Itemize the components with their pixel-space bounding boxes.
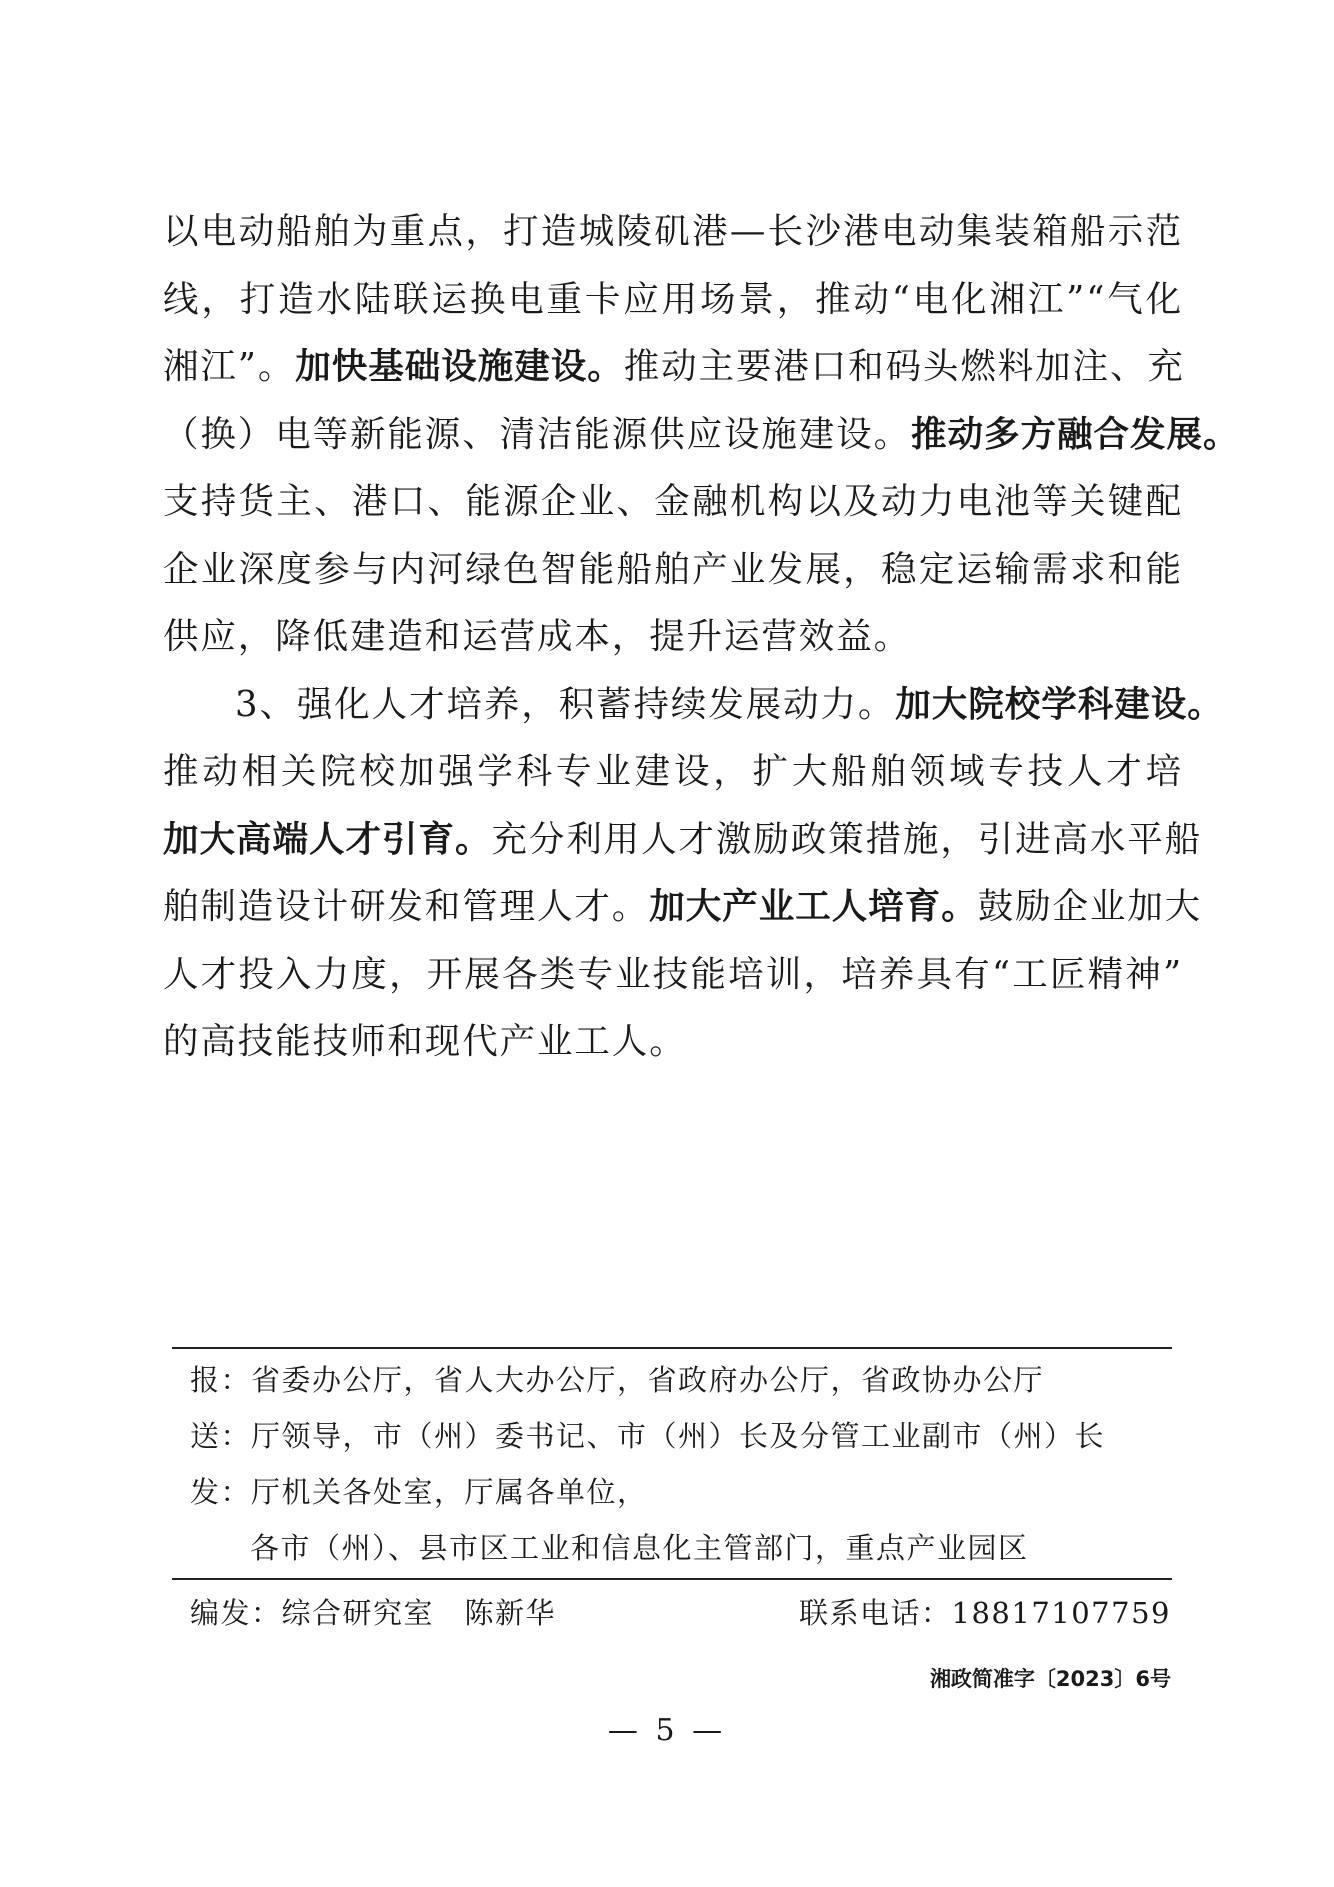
bold-heading: 加大院校学科建设。 xyxy=(895,683,1224,725)
body-line xyxy=(163,806,1203,874)
body-line: 以电动船舶为重点，打造城陵矶港—长沙港电动集装箱船示范 xyxy=(163,211,1183,252)
contact-phone: 联系电话：18817107759 xyxy=(799,1596,1171,1630)
body-text xyxy=(163,198,1240,1076)
body-text-span: 鼓励企业加大 xyxy=(977,886,1203,927)
bold-heading: 加大高端人才引育。 xyxy=(163,818,492,860)
bold-heading: 加快基础设施建设。 xyxy=(295,346,624,387)
page-number: — 5 — xyxy=(607,1713,727,1748)
editor-credit: 编发：综合研究室 陈新华 xyxy=(190,1596,557,1630)
body-text-span: （换）电等新能源、清洁能源供应设施建设。 xyxy=(163,413,912,455)
body-line xyxy=(163,671,1224,739)
body-line: 人才投入力度，开展各类专业技能培训，培养具有“工匠精神” xyxy=(163,953,1183,995)
section-heading: 3、强化人才培养，积蓄持续发展动力。 xyxy=(235,683,896,725)
body-text-span: 舶制造设计研发和管理人才。 xyxy=(163,886,650,927)
body-line: 的高技能技师和现代产业工人。 xyxy=(163,1021,687,1062)
issue-continuation-line: 各市（州）、县市区工业和信息化主管部门，重点产业园区 xyxy=(250,1531,1029,1565)
body-text-span: 湘江”。 xyxy=(163,346,296,387)
top-divider xyxy=(172,1347,1172,1349)
report-line: 报：省委办公厅，省人大办公厅，省政府办公厅，省政协办公厅 xyxy=(190,1363,1045,1397)
body-line: 供应，降低建造和运营成本，提升运营效益。 xyxy=(163,616,912,657)
bold-heading: 加大产业工人培育。 xyxy=(649,886,978,927)
body-text-span: 推动主要港口和码头燃料加注、充 xyxy=(623,346,1185,387)
body-line xyxy=(163,873,1203,941)
distribution-list xyxy=(190,1352,1105,1576)
body-line: 企业深度参与内河绿色智能船舶产业发展，稳定运输需求和能 xyxy=(163,548,1183,590)
body-line: 推动相关院校加强学科专业建设，扩大船舶领域专技人才培 xyxy=(163,751,1183,792)
body-line: 支持货主、港口、能源企业、金融机构以及动力电池等关键配 xyxy=(163,481,1183,522)
bottom-divider xyxy=(172,1578,1172,1580)
body-line: 线，打造水陆联运换电重卡应用场景，推动“电化湘江”“气化 xyxy=(163,278,1183,320)
document-number: 湘政简准字〔2023〕6号 xyxy=(929,1667,1171,1691)
bold-heading: 推动多方融合发展。 xyxy=(911,413,1240,455)
issue-line: 发：厅机关各处室，厅属各单位， xyxy=(190,1475,648,1509)
body-line xyxy=(163,333,1183,401)
body-text-span: 充分利用人才激励政策措施，引进高水平船 xyxy=(491,818,1203,860)
send-line: 送：厅领导，市（州）委书记、市（州）长及分管工业副市（州）长 xyxy=(190,1419,1106,1453)
body-line xyxy=(163,401,1240,469)
